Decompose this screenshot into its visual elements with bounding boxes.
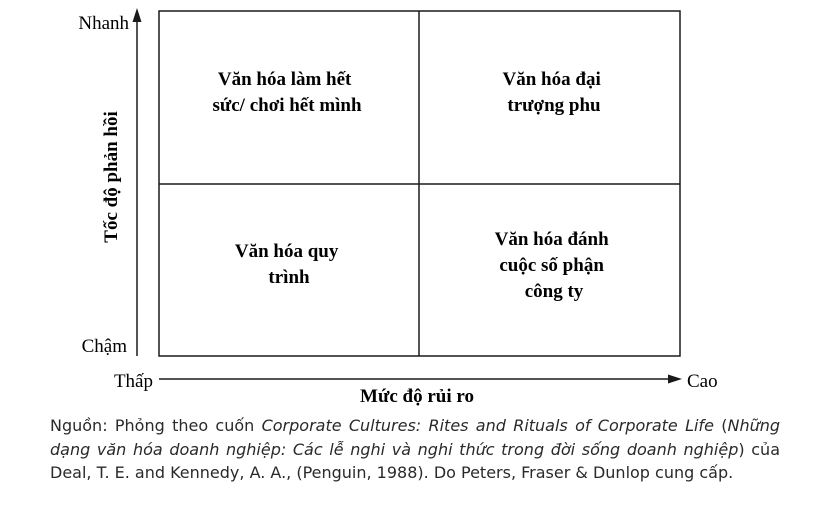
quadrant-bottom-right-line: công ty bbox=[524, 281, 584, 302]
caption-suffix: ) của Deal, T. E. and Kennedy, A. A., (Penguin, 1988). Do Peters, Fraser & Dunlop cung cấp. bbox=[50, 439, 780, 482]
caption-book-title-vi: Những dạng văn hóa doanh nghiệp: Các lễ nghi và nghi thức trong đời sống doanh nghiệp bbox=[50, 416, 781, 459]
quadrant-bottom-right-line: cuộc số phận bbox=[499, 255, 604, 276]
y-axis-low-label: Chậm bbox=[81, 336, 127, 357]
caption-prefix: Nguồn: Phỏng theo cuốn bbox=[50, 416, 262, 435]
quadrant-top-right-label bbox=[503, 69, 606, 116]
y-axis-high-label: Nhanh bbox=[78, 13, 129, 34]
quadrant-top-right-line: Văn hóa đại bbox=[502, 69, 601, 90]
x-axis-arrow-icon bbox=[668, 375, 682, 384]
quadrant-top-right-line: trượng phu bbox=[507, 95, 601, 116]
y-axis-title: Tốc độ phản hồi bbox=[101, 111, 122, 243]
caption-book-title: Corporate Cultures: Rites and Rituals of Corporate Life bbox=[261, 416, 714, 435]
y-axis-arrow-icon bbox=[133, 8, 142, 22]
caption-open-paren: ( bbox=[713, 416, 728, 435]
quadrant-top-left-label bbox=[212, 69, 362, 116]
quadrant-bottom-left-label bbox=[235, 241, 343, 288]
quadrant-bottom-left-line: Văn hóa quy bbox=[234, 241, 339, 262]
quadrant-bottom-left-line: trình bbox=[268, 267, 310, 288]
quadrant-bottom-right-label bbox=[495, 229, 614, 302]
x-axis-high-label: Cao bbox=[687, 371, 718, 392]
quadrant-top-left-line: Văn hóa làm hết bbox=[217, 69, 352, 90]
quadrant-bottom-right-line: Văn hóa đánh bbox=[494, 229, 609, 250]
x-axis-low-label: Thấp bbox=[113, 371, 153, 392]
x-axis-title: Mức độ rủi ro bbox=[360, 386, 474, 407]
source-caption bbox=[50, 414, 780, 485]
quadrant-top-left-line: sức/ chơi hết mình bbox=[212, 95, 362, 116]
